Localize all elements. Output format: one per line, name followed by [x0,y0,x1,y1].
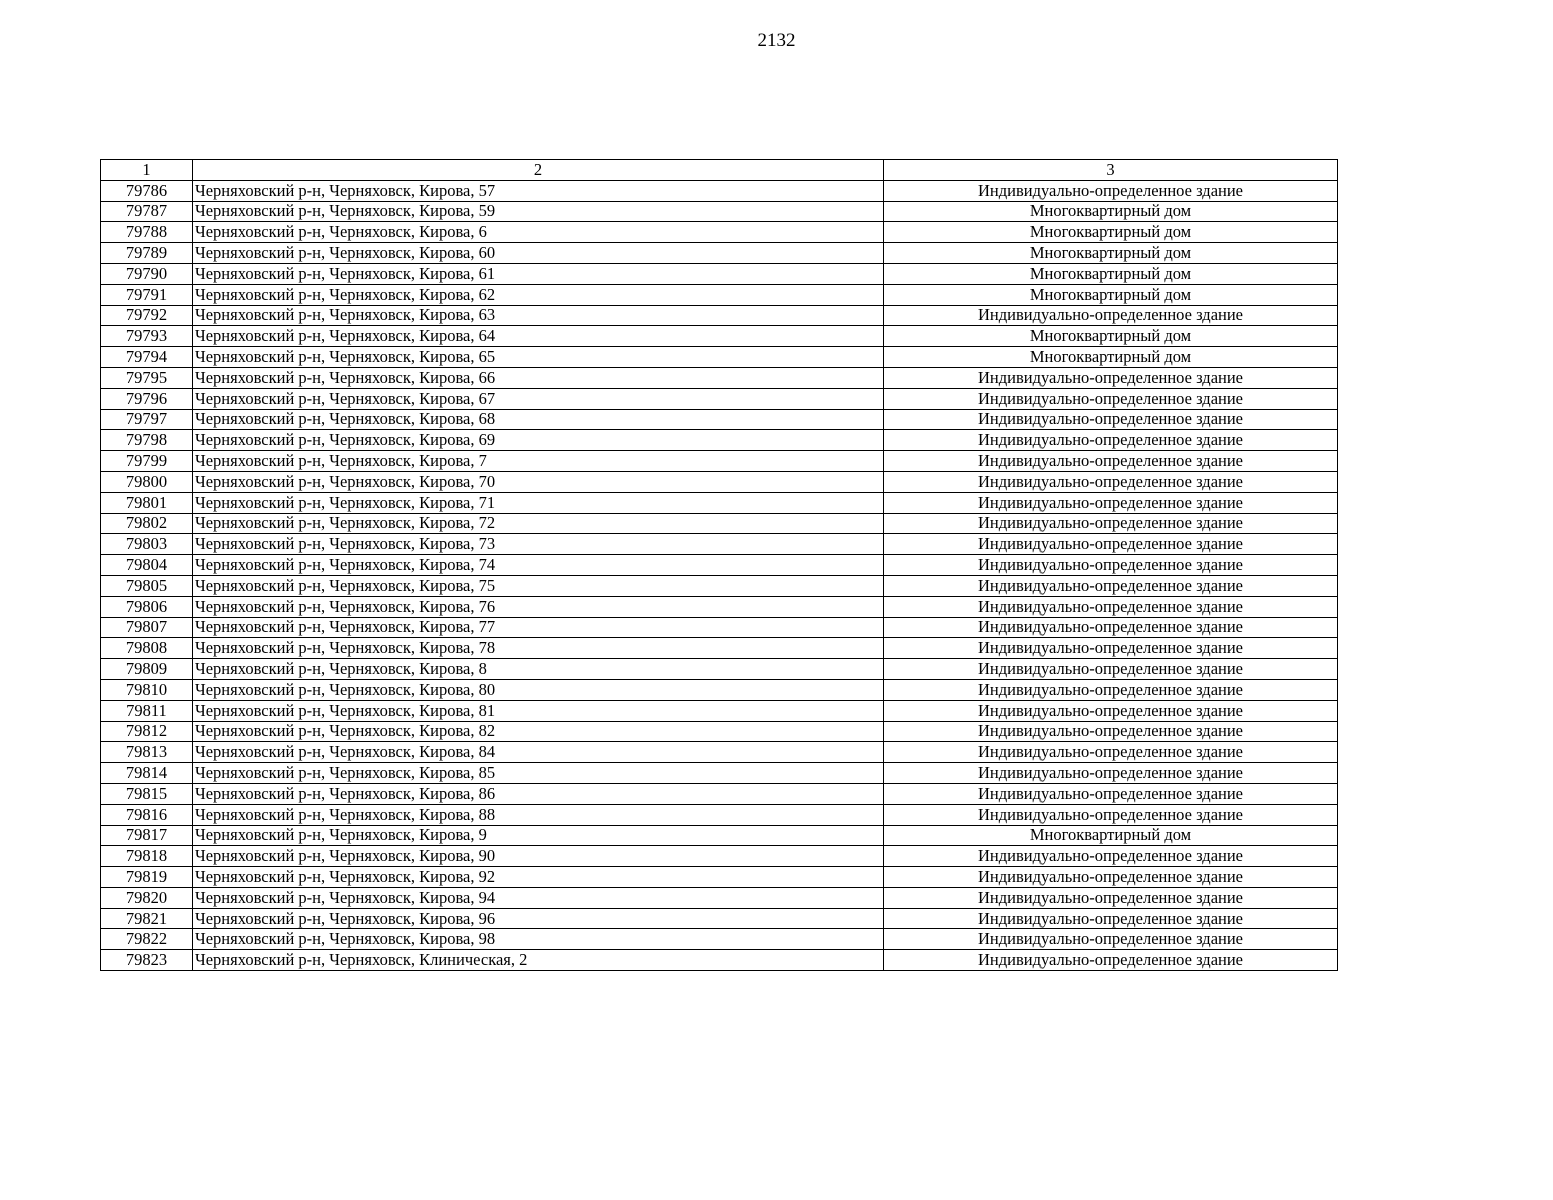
table-header [101,160,1338,181]
building-type-cell: Индивидуально-определенное здание [884,180,1338,201]
row-number-cell: 79816 [101,804,193,825]
building-type-cell: Индивидуально-определенное здание [884,804,1338,825]
address-cell: Черняховский р-н, Черняховск, Клиническая, 2 [193,950,884,971]
address-cell: Черняховский р-н, Черняховск, Кирова, 64 [193,326,884,347]
table-row [101,763,1338,784]
building-type-cell: Индивидуально-определенное здание [884,305,1338,326]
address-cell: Черняховский р-н, Черняховск, Кирова, 85 [193,763,884,784]
table-row [101,305,1338,326]
building-type-cell: Индивидуально-определенное здание [884,783,1338,804]
address-cell: Черняховский р-н, Черняховск, Кирова, 70 [193,471,884,492]
address-cell: Черняховский р-н, Черняховск, Кирова, 80 [193,679,884,700]
table-row [101,846,1338,867]
address-cell: Черняховский р-н, Черняховск, Кирова, 57 [193,180,884,201]
table-row [101,513,1338,534]
address-cell: Черняховский р-н, Черняховск, Кирова, 59 [193,201,884,222]
table-row [101,679,1338,700]
table-row [101,721,1338,742]
row-number-cell: 79817 [101,825,193,846]
address-cell: Черняховский р-н, Черняховск, Кирова, 86 [193,783,884,804]
row-number-cell: 79805 [101,575,193,596]
address-cell: Черняховский р-н, Черняховск, Кирова, 96 [193,908,884,929]
building-type-cell: Индивидуально-определенное здание [884,492,1338,513]
building-type-cell: Индивидуально-определенное здание [884,430,1338,451]
table-row [101,929,1338,950]
table-row [101,908,1338,929]
address-cell: Черняховский р-н, Черняховск, Кирова, 60 [193,243,884,264]
address-cell: Черняховский р-н, Черняховск, Кирова, 77 [193,617,884,638]
address-cell: Черняховский р-н, Черняховск, Кирова, 63 [193,305,884,326]
row-number-cell: 79804 [101,555,193,576]
table-row [101,783,1338,804]
row-number-cell: 79795 [101,367,193,388]
row-number-cell: 79812 [101,721,193,742]
address-cell: Черняховский р-н, Черняховск, Кирова, 69 [193,430,884,451]
address-cell: Черняховский р-н, Черняховск, Кирова, 73 [193,534,884,555]
table-row [101,180,1338,201]
building-type-cell: Индивидуально-определенное здание [884,367,1338,388]
address-cell: Черняховский р-н, Черняховск, Кирова, 8 [193,659,884,680]
building-type-cell: Индивидуально-определенное здание [884,742,1338,763]
building-type-cell: Индивидуально-определенное здание [884,534,1338,555]
table-row [101,742,1338,763]
table-row [101,700,1338,721]
table-row [101,284,1338,305]
building-type-cell: Индивидуально-определенное здание [884,388,1338,409]
building-type-cell: Индивидуально-определенное здание [884,451,1338,472]
row-number-cell: 79801 [101,492,193,513]
table-row [101,638,1338,659]
table-row [101,596,1338,617]
address-cell: Черняховский р-н, Черняховск, Кирова, 74 [193,555,884,576]
address-cell: Черняховский р-н, Черняховск, Кирова, 72 [193,513,884,534]
table-row [101,367,1338,388]
row-number-cell: 79822 [101,929,193,950]
address-cell: Черняховский р-н, Черняховск, Кирова, 62 [193,284,884,305]
address-cell: Черняховский р-н, Черняховск, Кирова, 6 [193,222,884,243]
address-cell: Черняховский р-н, Черняховск, Кирова, 90 [193,846,884,867]
address-cell: Черняховский р-н, Черняховск, Кирова, 68 [193,409,884,430]
row-number-cell: 79808 [101,638,193,659]
row-number-cell: 79818 [101,846,193,867]
row-number-cell: 79813 [101,742,193,763]
table-row [101,534,1338,555]
building-type-cell: Многоквартирный дом [884,222,1338,243]
row-number-cell: 79791 [101,284,193,305]
address-cell: Черняховский р-н, Черняховск, Кирова, 66 [193,367,884,388]
building-type-cell: Индивидуально-определенное здание [884,555,1338,576]
address-cell: Черняховский р-н, Черняховск, Кирова, 94 [193,887,884,908]
row-number-cell: 79792 [101,305,193,326]
row-number-cell: 79797 [101,409,193,430]
table-row [101,347,1338,368]
address-cell: Черняховский р-н, Черняховск, Кирова, 67 [193,388,884,409]
address-cell: Черняховский р-н, Черняховск, Кирова, 81 [193,700,884,721]
address-cell: Черняховский р-н, Черняховск, Кирова, 7 [193,451,884,472]
address-cell: Черняховский р-н, Черняховск, Кирова, 82 [193,721,884,742]
table-row [101,430,1338,451]
row-number-cell: 79789 [101,243,193,264]
table-row [101,388,1338,409]
building-type-cell: Индивидуально-определенное здание [884,513,1338,534]
address-cell: Черняховский р-н, Черняховск, Кирова, 84 [193,742,884,763]
page-number: 2132 [757,30,796,51]
address-cell: Черняховский р-н, Черняховск, Кирова, 9 [193,825,884,846]
building-type-cell: Индивидуально-определенное здание [884,846,1338,867]
address-cell: Черняховский р-н, Черняховск, Кирова, 75 [193,575,884,596]
table-row [101,222,1338,243]
building-type-cell: Индивидуально-определенное здание [884,763,1338,784]
row-number-cell: 79809 [101,659,193,680]
building-type-cell: Индивидуально-определенное здание [884,867,1338,888]
building-type-cell: Индивидуально-определенное здание [884,679,1338,700]
building-type-cell: Многоквартирный дом [884,326,1338,347]
row-number-cell: 79811 [101,700,193,721]
table-row [101,867,1338,888]
address-cell: Черняховский р-н, Черняховск, Кирова, 65 [193,347,884,368]
row-number-cell: 79800 [101,471,193,492]
table-row [101,617,1338,638]
row-number-cell: 79790 [101,263,193,284]
row-number-cell: 79803 [101,534,193,555]
building-type-cell: Индивидуально-определенное здание [884,908,1338,929]
table-row [101,263,1338,284]
building-type-cell: Многоквартирный дом [884,201,1338,222]
building-type-cell: Индивидуально-определенное здание [884,471,1338,492]
building-type-cell: Многоквартирный дом [884,243,1338,264]
building-type-cell: Многоквартирный дом [884,284,1338,305]
row-number-cell: 79802 [101,513,193,534]
row-number-cell: 79806 [101,596,193,617]
building-type-cell: Индивидуально-определенное здание [884,575,1338,596]
table-row [101,471,1338,492]
row-number-cell: 79821 [101,908,193,929]
row-number-cell: 79794 [101,347,193,368]
building-type-cell: Многоквартирный дом [884,825,1338,846]
row-number-cell: 79820 [101,887,193,908]
row-number-cell: 79807 [101,617,193,638]
row-number-cell: 79823 [101,950,193,971]
table-row [101,659,1338,680]
address-cell: Черняховский р-н, Черняховск, Кирова, 78 [193,638,884,659]
table-row [101,243,1338,264]
row-number-cell: 79810 [101,679,193,700]
building-type-cell: Индивидуально-определенное здание [884,887,1338,908]
address-cell: Черняховский р-н, Черняховск, Кирова, 88 [193,804,884,825]
building-type-cell: Индивидуально-определенное здание [884,617,1338,638]
building-type-cell: Индивидуально-определенное здание [884,929,1338,950]
building-type-cell: Многоквартирный дом [884,263,1338,284]
table-row [101,950,1338,971]
row-number-cell: 79786 [101,180,193,201]
building-type-cell: Индивидуально-определенное здание [884,638,1338,659]
header-col-1: 1 [101,160,193,181]
address-cell: Черняховский р-н, Черняховск, Кирова, 98 [193,929,884,950]
table-row [101,326,1338,347]
table-row [101,575,1338,596]
address-cell: Черняховский р-н, Черняховск, Кирова, 92 [193,867,884,888]
table-row [101,887,1338,908]
table-row [101,825,1338,846]
row-number-cell: 79798 [101,430,193,451]
building-type-cell: Индивидуально-определенное здание [884,659,1338,680]
building-type-cell: Индивидуально-определенное здание [884,409,1338,430]
row-number-cell: 79788 [101,222,193,243]
row-number-cell: 79793 [101,326,193,347]
header-col-2: 2 [193,160,884,181]
row-number-cell: 79815 [101,783,193,804]
header-row [101,160,1338,181]
building-type-cell: Индивидуально-определенное здание [884,721,1338,742]
row-number-cell: 79814 [101,763,193,784]
building-type-cell: Индивидуально-определенное здание [884,596,1338,617]
building-type-cell: Многоквартирный дом [884,347,1338,368]
table-row [101,201,1338,222]
table-row [101,804,1338,825]
building-type-cell: Индивидуально-определенное здание [884,950,1338,971]
address-cell: Черняховский р-н, Черняховск, Кирова, 71 [193,492,884,513]
table-row [101,555,1338,576]
address-cell: Черняховский р-н, Черняховск, Кирова, 76 [193,596,884,617]
row-number-cell: 79796 [101,388,193,409]
table-row [101,451,1338,472]
table-body [101,180,1338,970]
buildings-table [100,159,1338,971]
table-row [101,492,1338,513]
header-col-3: 3 [884,160,1338,181]
row-number-cell: 79819 [101,867,193,888]
address-cell: Черняховский р-н, Черняховск, Кирова, 61 [193,263,884,284]
table-row [101,409,1338,430]
building-type-cell: Индивидуально-определенное здание [884,700,1338,721]
row-number-cell: 79787 [101,201,193,222]
row-number-cell: 79799 [101,451,193,472]
